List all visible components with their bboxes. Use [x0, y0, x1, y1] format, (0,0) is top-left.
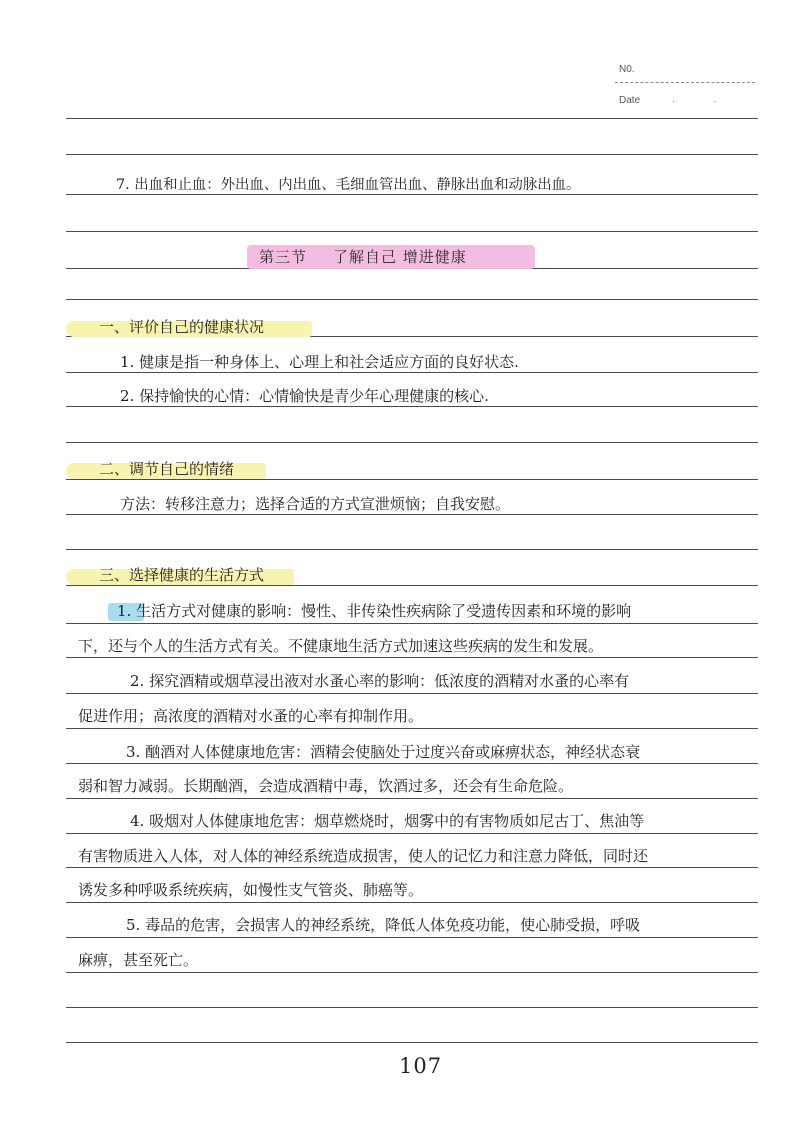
paragraph-4-line-c: 诱发多种呼吸系统疾病，如慢性支气管炎、肺癌等。 — [78, 881, 424, 899]
heading-1: 一、评价自己的健康状况 — [99, 318, 265, 336]
ruled-line — [66, 479, 758, 480]
paragraph-1-line-b: 下，还与个人的生活方式有关。不健康地生活方式加速这些疾病的发生和发展。 — [78, 637, 604, 655]
paragraph-2-line-a: 2. 探究酒精或烟草浸出液对水蚤心率的影响：低浓度的酒精对水蚤的心率有 — [130, 672, 630, 690]
header-date-label: Date — [619, 95, 641, 106]
paragraph-5-line-b: 麻痹，甚至死亡。 — [78, 951, 199, 969]
ruled-line — [66, 728, 758, 729]
ruled-line — [66, 299, 758, 300]
ruled-line — [66, 154, 758, 155]
paragraph-health-definition: 1. 健康是指一种身体上、心理上和社会适应方面的良好状态. — [120, 353, 519, 371]
ruled-line — [66, 1042, 758, 1043]
heading-2: 二、调节自己的情绪 — [99, 460, 235, 478]
paragraph-5-line-a: 5. 毒品的危害，会损害人的神经系统，降低人体免疫功能，使心肺受损，呼吸 — [126, 916, 641, 934]
ruled-line — [66, 514, 758, 515]
paragraph-1-line-a: 1. 生活方式对健康的影响：慢性、非传染性疾病除了受遗传因素和环境的影响 — [117, 602, 632, 620]
section-title-number: 第三节 — [259, 248, 308, 266]
section-title-text — [259, 246, 467, 268]
paragraph-3-line-a: 3. 酗酒对人体健康地危害：酒精会使脑处于过度兴奋或麻痹状态，神经状态衰 — [126, 743, 641, 761]
section-title-name: 了解自己 增进健康 — [333, 248, 467, 266]
paragraph-4-line-b: 有害物质进入人体，对人体的神经系统造成损害，使人的记忆力和注意力降低，同时还 — [78, 847, 649, 865]
ruled-line — [66, 1007, 758, 1008]
paragraph-2-line-b: 促进作用；高浓度的酒精对水蚤的心率有抑制作用。 — [78, 707, 424, 725]
ruled-line — [66, 902, 758, 903]
ruled-line — [66, 372, 758, 373]
paragraph-3-line-b: 弱和智力减弱。长期酗酒，会造成酒精中毒，饮酒过多，还会有生命危险。 — [78, 777, 574, 795]
header-date-dots: . . — [672, 94, 735, 105]
ruled-line — [66, 867, 758, 868]
ruled-line — [66, 657, 758, 658]
ruled-line — [66, 972, 758, 973]
ruled-line — [66, 623, 758, 624]
ruled-line — [66, 693, 758, 694]
ruled-line — [66, 937, 758, 938]
paragraph-4-line-a: 4. 吸烟对人体健康地危害：烟草燃烧时，烟雾中的有害物质如尼古丁、焦油等 — [130, 812, 645, 830]
page-number: 107 — [399, 1054, 443, 1078]
section-title — [247, 244, 535, 270]
ruled-line — [66, 231, 758, 232]
ruled-line — [66, 442, 758, 443]
ruled-line — [66, 833, 758, 834]
ruled-line — [66, 118, 758, 119]
ruled-line — [66, 763, 758, 764]
ruled-line — [66, 585, 758, 586]
ruled-line — [66, 549, 758, 550]
ruled-line — [66, 798, 758, 799]
note-line-7: 7. 出血和止血：外出血、内出血、毛细血管出血、静脉出血和动脉出血。 — [116, 177, 581, 193]
paragraph-happy-mood: 2. 保持愉快的心情：心情愉快是青少年心理健康的核心. — [120, 387, 489, 405]
ruled-line — [66, 406, 758, 407]
paragraph-emotion-methods: 方法：转移注意力；选择合适的方式宣泄烦恼；自我安慰。 — [120, 495, 511, 513]
heading-3: 三、选择健康的生活方式 — [99, 566, 265, 584]
header-no-label: N0. — [619, 64, 635, 75]
header-no-line — [615, 82, 755, 83]
